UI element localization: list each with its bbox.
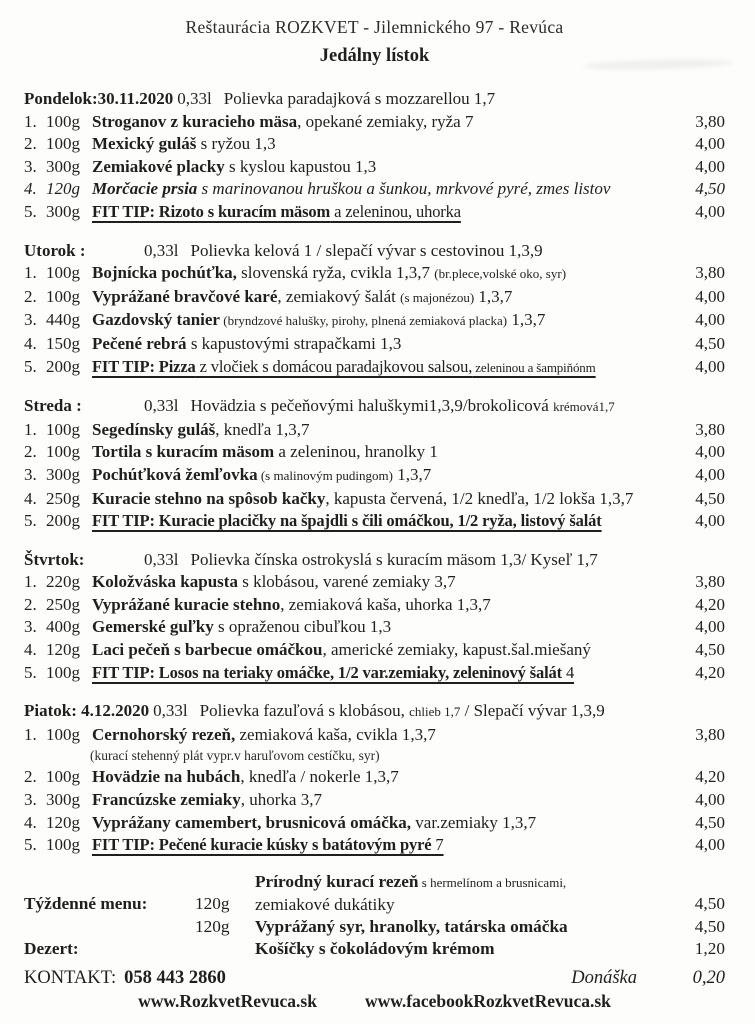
item-price: 4,20 [695, 662, 725, 682]
day-section [24, 240, 725, 380]
dish-name: Mexický guláš [92, 134, 197, 154]
dish-detail: , americké zemiaky, kapust.šal.miešaný [322, 640, 591, 660]
dish-detail: slovenská ryža, cvikla 1,3,7 [236, 263, 435, 283]
item-text [92, 766, 675, 789]
dish-detail: , opekané zemiaky, ryža 7 [297, 111, 474, 131]
dish-detail: , knedľa 1,3,7 [215, 419, 310, 439]
item-weight: 440g [46, 310, 80, 330]
item-weight: 300g [46, 201, 80, 221]
item-price: 3,80 [695, 111, 725, 131]
item-price: 3,80 [695, 419, 725, 439]
item-weight: 200g [46, 511, 80, 531]
weekly-menu-section [24, 871, 725, 961]
dish-detail: a zeleninou, hranolky 1 [274, 442, 438, 462]
day-header-row [24, 240, 725, 263]
item-weight: 120g [46, 640, 80, 660]
restaurant-title: Reštaurácia ROZKVET - Jilemnického 97 - Revúca [185, 17, 564, 37]
item-number: 1. [24, 419, 37, 439]
item-weight: 120g [195, 916, 230, 936]
dish-detail: , knedľa / nokerle 1,3,7 [240, 767, 399, 787]
dish-detail: (s malinovým pudingom) [257, 467, 393, 483]
dish-name: Košíčky s čokoládovým krémom [255, 939, 495, 959]
website-main: www.RozkvetRevuca.sk [138, 990, 317, 1011]
dish-detail: z vločiek s domácou paradajkovou salsou, [195, 356, 473, 376]
item-weight: 120g [195, 894, 230, 914]
item-number: 5. [24, 511, 37, 531]
soup-volume: 0,33l [144, 396, 179, 416]
website-facebook: www.facebookRozkvetRevuca.sk [364, 990, 611, 1011]
item-number: 5. [24, 356, 37, 376]
dish-detail: s kapustovými strapačkami 1,3 [186, 333, 402, 353]
item-weight: 100g [46, 419, 80, 439]
item-price: 4,00 [695, 310, 725, 330]
item-price: 3,80 [695, 724, 725, 744]
menu-item-row [24, 201, 725, 224]
dessert-row [24, 938, 725, 961]
menu-item-row [24, 309, 725, 333]
item-number: 2. [24, 442, 37, 462]
item-text [92, 789, 675, 812]
day-label: Pondelok:30.11.2020 [24, 89, 174, 108]
item-price: 3,80 [695, 572, 725, 592]
soup-volume: 0,33l [177, 89, 212, 108]
item-text [92, 333, 675, 356]
item-number: 2. [24, 767, 37, 787]
dish-detail: (s majonézou) [400, 289, 475, 305]
item-weight: 200g [46, 356, 80, 376]
item-weight: 300g [46, 156, 80, 176]
dish-detail: , zemiakový šalát [277, 286, 401, 306]
dish-detail: 1,3,7 [507, 310, 546, 330]
dish-detail: s kyslou kapustou 1,3 [224, 156, 377, 176]
menu-item-row [24, 812, 725, 835]
item-weight: 100g [46, 767, 80, 787]
dish-name: Kuracie stehno na spôsob kačky [92, 488, 326, 508]
item-price: 4,50 [695, 640, 725, 660]
menu-item-row [24, 178, 725, 201]
dish-detail: Polievka kelová 1 / slepačí vývar s cestovinou 1,3,9 [190, 240, 543, 260]
day-header-row [24, 549, 725, 572]
item-text [92, 488, 675, 511]
item-number: 4. [24, 640, 37, 660]
item-number: 5. [24, 835, 37, 855]
contact-row [24, 967, 725, 990]
item-text [92, 133, 675, 156]
item-weight: 220g [46, 572, 80, 592]
item-price: 4,00 [695, 835, 725, 855]
item-weight: 250g [46, 488, 80, 508]
item-price: 4,00 [695, 201, 725, 221]
delivery-price: 0,20 [692, 967, 725, 988]
item-text [255, 871, 675, 916]
item-price: 1,20 [694, 939, 725, 959]
item-price: 4,20 [695, 594, 725, 614]
item-number: 5. [24, 662, 37, 682]
day-label: Utorok : [24, 240, 86, 260]
item-price: 4,20 [695, 767, 725, 787]
item-price: 4,00 [695, 356, 725, 376]
soup-description [200, 700, 725, 724]
dish-detail: 7 [431, 835, 444, 855]
day-label: Streda : [24, 396, 82, 416]
menu-item-row [24, 356, 725, 380]
item-text [92, 419, 675, 442]
soup-description [190, 549, 725, 572]
item-number: 1. [24, 572, 37, 592]
weekly-menu-label: Týždenné menu: [24, 894, 148, 914]
item-weight: 100g [46, 263, 80, 283]
day-section [24, 549, 725, 685]
item-text [92, 571, 675, 594]
soup-volume: 0,33l [153, 701, 188, 721]
item-text [92, 441, 675, 464]
dish-name: Laci pečeň s barbecue omáčkou [92, 640, 323, 660]
contact-phone: 058 443 2860 [124, 967, 226, 988]
dish-detail: zemiaková kaša, cvikla 1,3,7 [235, 724, 436, 744]
menu-item-row [24, 510, 725, 533]
item-number: 4. [24, 812, 37, 832]
item-text [92, 262, 675, 286]
dish-detail: Polievka paradajková s mozzarellou 1,7 [223, 89, 496, 108]
item-number: 5. [24, 201, 37, 221]
dish-detail: chlieb 1,7 [409, 704, 461, 720]
item-text [92, 156, 675, 179]
weekly-menu-row [24, 871, 725, 916]
item-price: 4,50 [695, 812, 725, 832]
item-price: 4,00 [695, 134, 725, 154]
item-number: 1. [24, 111, 37, 131]
menu-item-row [24, 834, 725, 857]
item-weight: 100g [46, 111, 80, 131]
menu-item-row [24, 464, 725, 488]
dish-detail: Hovädzia s pečeňovými haluškymi1,3,9/brokolicová [190, 396, 554, 416]
item-weight: 100g [46, 442, 80, 462]
dish-name: Pečené rebrá [92, 333, 187, 353]
soup-description [224, 88, 725, 111]
dish-name: Prírodný kurací rezeň [255, 871, 419, 891]
dish-name: Gazdovský tanier [92, 310, 220, 330]
item-weight: 250g [46, 594, 80, 614]
dish-detail: (bryndzové halušky, pirohy, plnená zemiaková placka) [219, 313, 508, 329]
dish-detail: 4 [561, 662, 575, 682]
dish-name: FIT TIP: Pečené kuracie kúsky s batátovým pyré [92, 835, 432, 855]
dish-detail: krémová1,7 [553, 399, 615, 415]
item-weight: 150g [46, 333, 80, 353]
dish-detail: / Slepačí vývar 1,3,9 [460, 701, 605, 721]
item-text [92, 812, 675, 835]
dish-detail: var.zemiaky 1,3,7 [411, 812, 537, 832]
item-number: 4. [24, 179, 37, 199]
delivery-label: Donáška [571, 967, 637, 988]
item-price: 4,00 [695, 464, 725, 484]
item-text [92, 594, 675, 617]
item-text [92, 639, 675, 662]
menu-days [24, 88, 725, 857]
item-text [92, 286, 675, 310]
menu-item-row [24, 333, 725, 356]
dish-line [255, 871, 675, 894]
menu-item-row [24, 616, 725, 639]
item-number: 2. [24, 134, 37, 154]
dish-detail: zemiakové dukátiky [255, 894, 395, 914]
menu-item-row [24, 571, 725, 594]
dish-detail: 1,3,7 [474, 286, 513, 306]
item-price: 4,50 [695, 179, 725, 199]
day-section [24, 88, 725, 224]
item-number: 3. [24, 156, 37, 176]
day-section [24, 700, 725, 857]
dish-name: Hovädzie na hubách [92, 767, 241, 787]
item-price: 4,00 [695, 511, 725, 531]
item-number: 1. [24, 724, 37, 744]
menu-item-row [24, 789, 725, 812]
dish-detail: , uhorka 3,7 [240, 790, 322, 810]
item-price: 4,00 [695, 617, 725, 637]
item-text [92, 309, 675, 333]
menu-item-row [24, 133, 725, 156]
dish-detail: zeleninou a šampiňónm [472, 359, 596, 375]
menu-item-row [24, 419, 725, 442]
dish-name: Vyprážaný syr, hranolky, tatárska omáčka [255, 916, 568, 936]
dish-detail: , kapusta červená, 1/2 knedľa, 1/2 lokša 1,3,7 [325, 488, 634, 508]
day-header-row [24, 88, 725, 111]
dish-detail: s klobásou, varené zemiaky 3,7 [237, 572, 456, 592]
item-text [92, 356, 675, 380]
menu-item-row [24, 156, 725, 179]
item-number: 3. [24, 464, 37, 484]
dish-detail: a zeleninou, uhorka [330, 201, 461, 221]
item-price: 3,80 [695, 263, 725, 283]
menu-item-row [24, 111, 725, 134]
dish-name: Segedínsky guláš [92, 419, 216, 439]
dessert-label: Dezert: [24, 939, 79, 959]
dish-name: Tortila s kuracím mäsom [92, 442, 275, 462]
item-text [92, 464, 675, 488]
item-weight: 120g [46, 179, 80, 199]
menu-item-row [24, 488, 725, 511]
item-price: 4,00 [695, 790, 725, 810]
soup-volume: 0,33l [144, 240, 179, 260]
dish-name: FIT TIP: Pizza [92, 356, 196, 376]
dish-name: Stroganov z kuracieho mäsa [92, 111, 298, 131]
dish-name: FIT TIP: Kuracie placičky na špajdli s čili omáčkou, 1/2 ryža, listový šalát [92, 511, 602, 531]
item-weight: 300g [46, 790, 80, 810]
menu-item-row [24, 286, 725, 310]
menu-item-row [24, 639, 725, 662]
menu-item-row [24, 594, 725, 617]
day-header-row [24, 700, 725, 724]
item-weight: 100g [46, 286, 80, 306]
day-header-row [24, 395, 725, 419]
dish-name: Zemiakové placky [92, 156, 225, 176]
dish-detail: s opraženou cibuľkou 1,3 [213, 617, 392, 637]
menu-item-row [24, 662, 725, 685]
item-number: 3. [24, 790, 37, 810]
item-number: 2. [24, 594, 37, 614]
websites-row [24, 990, 725, 1013]
soup-description [190, 240, 725, 263]
menu-item-row [24, 441, 725, 464]
dish-detail: , zemiaková kaša, uhorka 1,3,7 [280, 594, 491, 614]
item-weight: 300g [46, 464, 80, 484]
item-price: 4,00 [695, 156, 725, 176]
item-text [92, 662, 675, 685]
item-number: 4. [24, 488, 37, 508]
item-price: 4,50 [694, 894, 725, 914]
item-weight: 100g [46, 724, 80, 744]
item-weight: 100g [46, 662, 80, 682]
weekly-menu-row [24, 916, 725, 939]
item-number: 3. [24, 310, 37, 330]
item-text [92, 724, 675, 747]
item-text [92, 834, 675, 857]
dish-name: Morčacie prsia [92, 179, 198, 199]
dish-detail: Polievka fazuľová s klobásou, [199, 701, 410, 721]
item-number: 2. [24, 286, 37, 306]
item-weight: 120g [46, 812, 80, 832]
item-price: 4,50 [695, 488, 725, 508]
dish-name: Koložváska kapusta [92, 572, 238, 592]
menu-item-row [24, 262, 725, 286]
dish-name: Francúzske zemiaky [92, 790, 241, 810]
item-text [92, 510, 675, 533]
dish-name: Pochúťková žemľovka [92, 464, 258, 484]
dish-name: Vyprážané bravčové karé [92, 286, 278, 306]
dish-detail: s hermelínom a brusnicami, [418, 874, 567, 890]
menu-item-row [24, 724, 725, 747]
item-price: 4,00 [695, 442, 725, 462]
dish-detail: (br.plece,volské oko, syr) [434, 266, 567, 282]
dish-name: FIT TIP: Rizoto s kuracím mäsom [92, 201, 331, 221]
item-weight: 100g [46, 134, 80, 154]
dish-name: Vyprážané kuracie stehno [92, 594, 281, 614]
dish-detail: s marinovanou hruškou a šunkou, mrkvové pyré, zmes listov [197, 179, 611, 199]
item-number: 3. [24, 617, 37, 637]
dish-name: Vyprážany camembert, brusnicová omáčka, [92, 812, 412, 832]
dish-detail: s ryžou 1,3 [196, 134, 276, 154]
dish-name: Bojnícka pochúťka, [92, 263, 237, 283]
item-text [92, 178, 675, 201]
menu-item-row [24, 766, 725, 789]
item-weight: 100g [46, 835, 80, 855]
day-section [24, 395, 725, 533]
item-text [92, 616, 675, 639]
soup-volume: 0,33l [144, 549, 179, 569]
day-label: Piatok: 4.12.2020 [24, 701, 150, 721]
item-text [92, 201, 675, 224]
item-weight: 400g [46, 617, 80, 637]
contact-label: KONTAKT: [24, 967, 117, 988]
item-number: 1. [24, 263, 37, 283]
dish-name: FIT TIP: Losos na teriaky omáčke, 1/2 var.zemiaky, zeleninový šalát [92, 662, 562, 682]
item-price: 4,00 [695, 286, 725, 306]
menu-title: Jedálny lístok [319, 46, 430, 66]
item-number: 4. [24, 333, 37, 353]
day-label: Štvrtok: [24, 549, 85, 569]
dish-name: Gemerské guľky [92, 617, 214, 637]
dish-name: Cernohorský rezeň, [92, 724, 236, 744]
item-note: (kurací stehenný plát vypr.v haruľovom cestíčku, syr) [90, 748, 380, 764]
item-price: 4,50 [694, 916, 725, 936]
item-price: 4,50 [695, 333, 725, 353]
item-text [92, 111, 675, 134]
soup-description [190, 395, 725, 419]
dish-detail: 1,3,7 [393, 464, 432, 484]
dish-detail: Polievka čínska ostrokyslá s kuracím mäsom 1,3/ Kyseľ 1,7 [190, 549, 598, 569]
